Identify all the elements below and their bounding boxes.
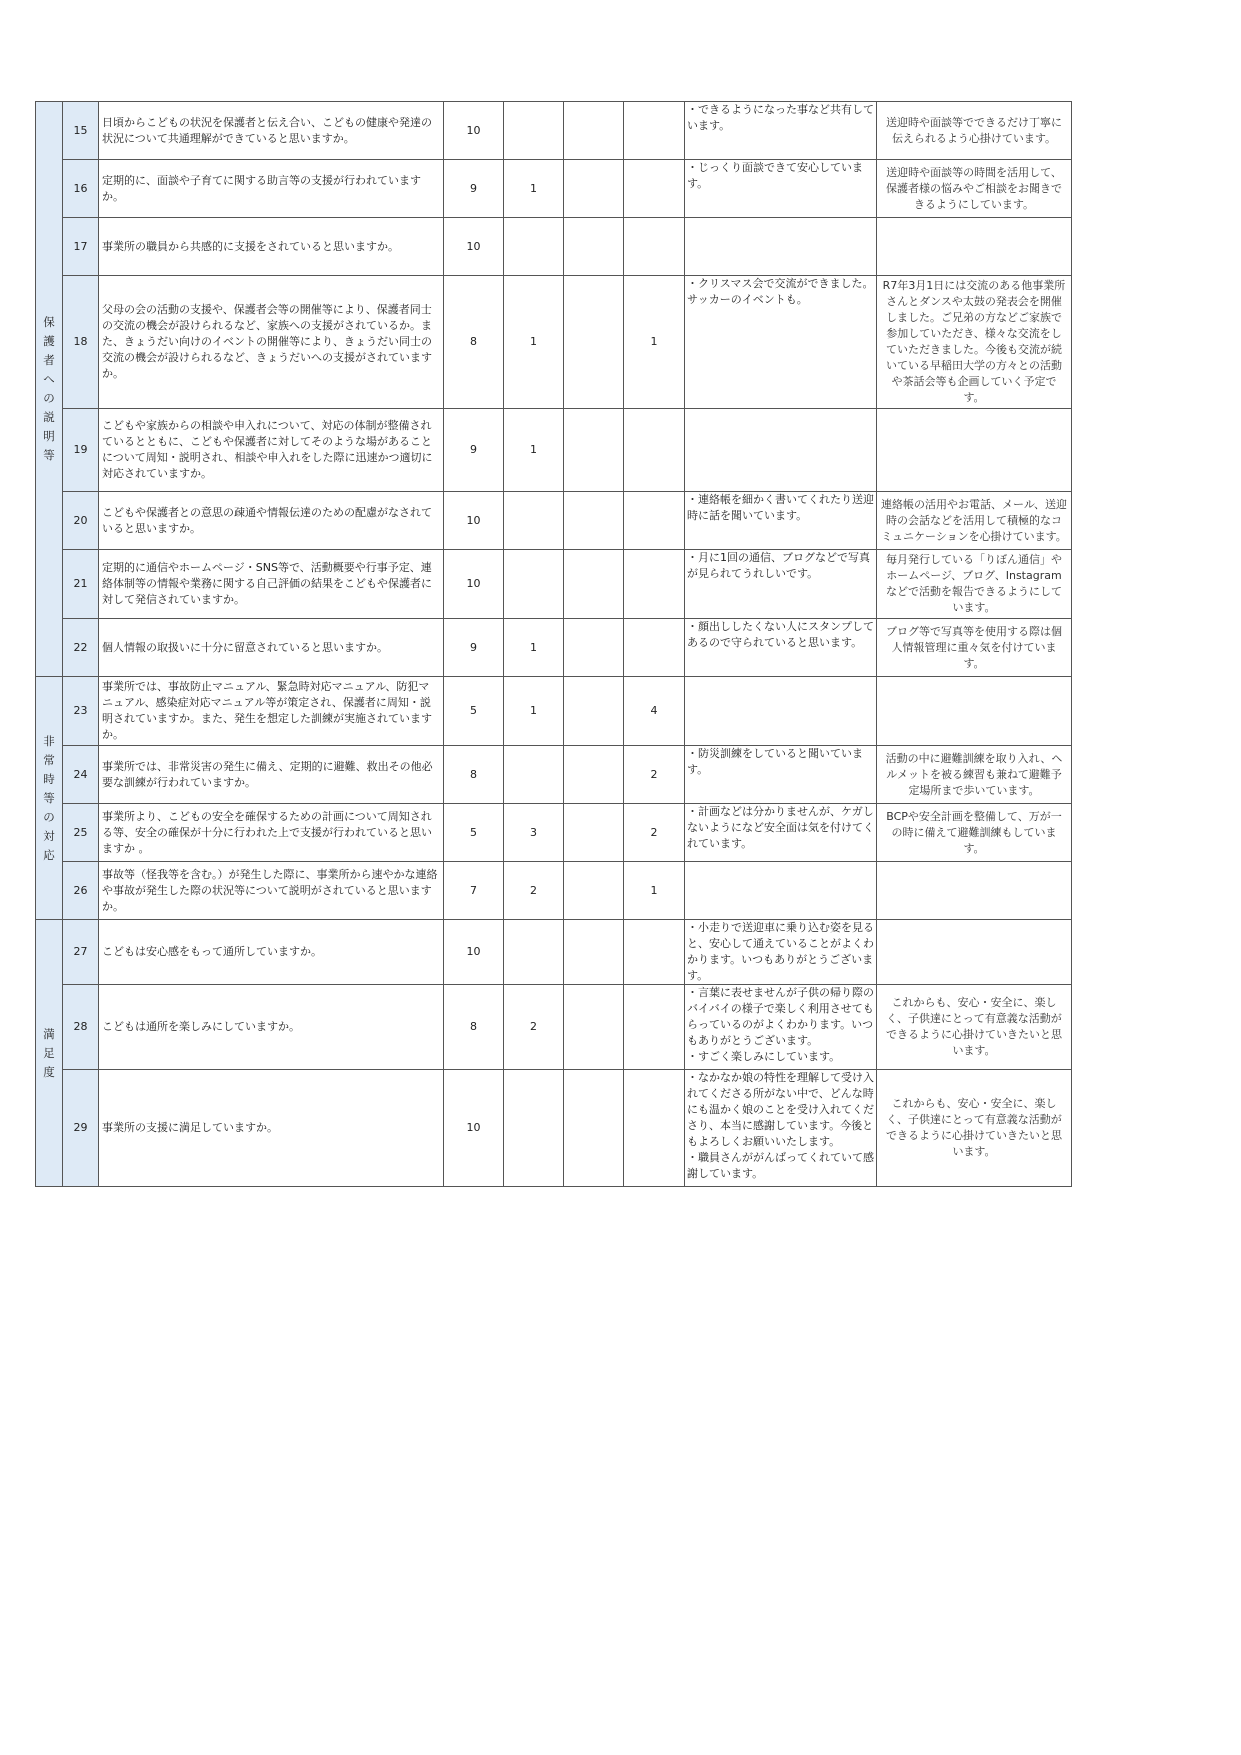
parent-comment: ・月に1回の通信、ブログなどで写真が見られてうれしいです。	[687, 551, 870, 580]
question-text: こどもは通所を楽しみにしていますか。	[99, 985, 444, 1070]
count-no	[564, 550, 624, 619]
facility-response: BCPや安全計画を整備して、万が一の時に備えて避難訓練もしています。	[877, 804, 1072, 862]
count-unknown	[624, 492, 685, 550]
facility-response: これからも、安心・安全に、楽しく、子供達にとって有意義な活動ができるように心掛けていきたいと思います。	[877, 1070, 1072, 1187]
question-number: 26	[63, 862, 99, 920]
facility-response: 送迎時や面談等の時間を活用して、保護者様の悩みやご相談をお聞きできるようにしています。	[877, 160, 1072, 218]
count-yes: 9	[444, 160, 504, 218]
table-row	[36, 920, 1072, 985]
question-text: こどもや家族からの相談や申入れについて、対応の体制が整備されているとともに、こどもや保護者に対してそのような場があることについて周知・説明され、相談や申入れをした際に迅速かつ適切に対応されていますか。	[99, 409, 444, 492]
facility-response: 活動の中に避難訓練を取り入れ、ヘルメットを被る練習も兼ねて避難予定場所まで歩いています。	[877, 746, 1072, 804]
count-somewhat: 1	[504, 677, 564, 746]
count-no	[564, 920, 624, 985]
parent-comment-cell	[685, 550, 877, 619]
count-no	[564, 492, 624, 550]
facility-response	[877, 218, 1072, 276]
parent-comment-cell	[685, 862, 877, 920]
count-yes: 9	[444, 409, 504, 492]
question-number: 29	[63, 1070, 99, 1187]
parent-comment: ・職員さんががんばってくれていて感謝しています。	[687, 1151, 874, 1180]
count-unknown: 1	[624, 862, 685, 920]
count-unknown	[624, 160, 685, 218]
question-text: こどもや保護者との意思の疎通や情報伝達のための配慮がなされていると思いますか。	[99, 492, 444, 550]
parent-comment-cell	[685, 677, 877, 746]
question-text: 定期的に通信やホームページ・SNS等で、活動概要や行事予定、連絡体制等の情報や業務に関する自己評価の結果をこどもや保護者に対して発信されていますか。	[99, 550, 444, 619]
parent-comment-cell	[685, 409, 877, 492]
count-somewhat: 2	[504, 985, 564, 1070]
question-text: 事業所では、非常災害の発生に備え、定期的に避難、救出その他必要な訓練が行われていますか。	[99, 746, 444, 804]
count-unknown: 4	[624, 677, 685, 746]
count-somewhat	[504, 492, 564, 550]
parent-comment: ・計画などは分かりませんが、ケガしないようになど安全面は気を付けてくれています。	[687, 805, 874, 850]
count-no	[564, 409, 624, 492]
count-no	[564, 804, 624, 862]
parent-comment-cell	[685, 746, 877, 804]
table-row	[36, 804, 1072, 862]
parent-comment: ・連絡帳を細かく書いてくれたり送迎時に話を聞いています。	[687, 493, 874, 522]
table-row	[36, 276, 1072, 409]
table-row	[36, 619, 1072, 677]
count-yes: 8	[444, 985, 504, 1070]
parent-comment: ・すごく楽しみにしています。	[687, 1050, 841, 1063]
count-no	[564, 160, 624, 218]
count-unknown	[624, 1070, 685, 1187]
question-number: 20	[63, 492, 99, 550]
table-row	[36, 677, 1072, 746]
parent-comment-cell	[685, 492, 877, 550]
count-unknown	[624, 550, 685, 619]
count-no	[564, 218, 624, 276]
facility-response	[877, 862, 1072, 920]
section-label: 満足度	[43, 1026, 55, 1079]
table-row	[36, 102, 1072, 160]
table-row	[36, 409, 1072, 492]
parent-comment-cell	[685, 160, 877, 218]
count-yes: 10	[444, 218, 504, 276]
question-text: 事故等（怪我等を含む。）が発生した際に、事業所から速やかな連絡や事故が発生した際の状況等について説明がされていると思いますか。	[99, 862, 444, 920]
table-row	[36, 985, 1072, 1070]
parent-comment: ・できるようになった事など共有しています。	[687, 103, 874, 132]
question-text: 事業所より、こどもの安全を確保するための計画について周知される等、安全の確保が十分に行われた上で支援が行われていると思いますか 。	[99, 804, 444, 862]
count-somewhat	[504, 102, 564, 160]
parent-comment: ・じっくり面談できて安心しています。	[687, 161, 863, 190]
count-yes: 10	[444, 920, 504, 985]
question-text: 父母の会の活動の支援や、保護者会等の開催等により、保護者同士の交流の機会が設けられるなど、家族への支援がされているか。また、きょうだい向けのイベントの開催等により、きょうだい同士の交流の機会が設けられるなど、きょうだいへの支援がされていますか。	[99, 276, 444, 409]
count-yes: 9	[444, 619, 504, 677]
parent-comment-cell	[685, 276, 877, 409]
parent-comment-cell	[685, 619, 877, 677]
count-unknown	[624, 102, 685, 160]
count-no	[564, 276, 624, 409]
table-row	[36, 862, 1072, 920]
table-row	[36, 492, 1072, 550]
count-unknown: 1	[624, 276, 685, 409]
count-yes: 7	[444, 862, 504, 920]
count-yes: 5	[444, 804, 504, 862]
section-label: 保護者への説明等	[43, 315, 55, 462]
facility-response: 送迎時や面談等でできるだけ丁寧に伝えられるよう心掛けています。	[877, 102, 1072, 160]
question-text: 事業所では、事故防止マニュアル、緊急時対応マニュアル、防犯マニュアル、感染症対応マニュアル等が策定され、保護者に周知・説明されていますか。また、発生を想定した訓練が実施されていますか。	[99, 677, 444, 746]
question-text: 事業所の職員から共感的に支援をされていると思いますか。	[99, 218, 444, 276]
count-somewhat	[504, 218, 564, 276]
parent-comment: ・防災訓練をしていると聞いています。	[687, 747, 863, 776]
count-yes: 10	[444, 1070, 504, 1187]
count-no	[564, 746, 624, 804]
count-unknown: 2	[624, 746, 685, 804]
table-row	[36, 218, 1072, 276]
count-yes: 8	[444, 746, 504, 804]
parent-comment: ・小走りで送迎車に乗り込む姿を見ると、安心して通えていることがよくわかります。いつもありがとうございます。	[687, 921, 874, 982]
question-number: 22	[63, 619, 99, 677]
question-number: 23	[63, 677, 99, 746]
parent-comment-cell	[685, 218, 877, 276]
parent-comment: ・言葉に表せませんが子供の帰り際のバイバイの様子で楽しく利用させてもらっているのがよくわかります。いつもありがとうございます。	[687, 986, 874, 1047]
evaluation-table	[35, 101, 1072, 1187]
section-label-cell	[36, 102, 63, 677]
count-no	[564, 985, 624, 1070]
question-text: 事業所の支援に満足していますか。	[99, 1070, 444, 1187]
parent-comment-cell	[685, 1070, 877, 1187]
count-somewhat	[504, 920, 564, 985]
question-number: 19	[63, 409, 99, 492]
count-no	[564, 619, 624, 677]
count-no	[564, 677, 624, 746]
count-no	[564, 862, 624, 920]
question-number: 15	[63, 102, 99, 160]
question-text: 個人情報の取扱いに十分に留意されていると思いますか。	[99, 619, 444, 677]
section-label: 非常時等の対応	[43, 733, 55, 862]
section-label-cell	[36, 677, 63, 920]
facility-response	[877, 920, 1072, 985]
count-somewhat	[504, 746, 564, 804]
facility-response: 毎月発行している「りぼん通信」やホームページ、ブログ、Instagramなどで活動を報告できるようにしています。	[877, 550, 1072, 619]
parent-comment-cell	[685, 920, 877, 985]
count-unknown	[624, 985, 685, 1070]
table-row	[36, 746, 1072, 804]
parent-comment: ・クリスマス会で交流ができました。サッカーのイベントも。	[687, 277, 874, 306]
question-number: 25	[63, 804, 99, 862]
question-number: 17	[63, 218, 99, 276]
question-number: 27	[63, 920, 99, 985]
question-number: 28	[63, 985, 99, 1070]
section-label-cell	[36, 920, 63, 1187]
facility-response: これからも、安心・安全に、楽しく、子供達にとって有意義な活動ができるように心掛けていきたいと思います。	[877, 985, 1072, 1070]
parent-comment-cell	[685, 804, 877, 862]
count-somewhat	[504, 550, 564, 619]
count-somewhat: 2	[504, 862, 564, 920]
count-yes: 8	[444, 276, 504, 409]
count-unknown	[624, 409, 685, 492]
count-somewhat: 1	[504, 409, 564, 492]
question-number: 24	[63, 746, 99, 804]
parent-comment-cell	[685, 102, 877, 160]
question-number: 16	[63, 160, 99, 218]
count-yes: 5	[444, 677, 504, 746]
count-unknown	[624, 218, 685, 276]
table-row	[36, 160, 1072, 218]
table-row	[36, 550, 1072, 619]
facility-response	[877, 677, 1072, 746]
facility-response	[877, 409, 1072, 492]
parent-comment: ・顔出ししたくない人にスタンプしてあるので守られていると思います。	[687, 620, 874, 649]
count-unknown: 2	[624, 804, 685, 862]
facility-response: ブログ等で写真等を使用する際は個人情報管理に重々気を付けています。	[877, 619, 1072, 677]
count-somewhat	[504, 1070, 564, 1187]
count-unknown	[624, 920, 685, 985]
count-yes: 10	[444, 492, 504, 550]
facility-response: R7年3月1日には交流のある他事業所さんとダンスや太鼓の発表会を開催しました。ご兄弟の方などご家族で参加していただき、様々な交流をしていただきました。今後も交流が続いている早稲田大学の方々との活動や茶話会等も企画していく予定です。	[877, 276, 1072, 409]
question-number: 18	[63, 276, 99, 409]
count-no	[564, 102, 624, 160]
question-text: 定期的に、面談や子育てに関する助言等の支援が行われていますか。	[99, 160, 444, 218]
facility-response: 連絡帳の活用やお電話、メール、送迎時の会話などを活用して積極的なコミュニケーションを心掛けています。	[877, 492, 1072, 550]
count-no	[564, 1070, 624, 1187]
table-row	[36, 1070, 1072, 1187]
question-text: こどもは安心感をもって通所していますか。	[99, 920, 444, 985]
count-unknown	[624, 619, 685, 677]
question-text: 日頃からこどもの状況を保護者と伝え合い、こどもの健康や発達の状況について共通理解ができていると思いますか。	[99, 102, 444, 160]
question-number: 21	[63, 550, 99, 619]
count-somewhat: 3	[504, 804, 564, 862]
parent-comment: ・なかなか娘の特性を理解して受け入れてくださる所がない中で、どんな時にも温かく娘のことを受け入れてくださり、本当に感謝しています。今後ともよろしくお願いいたします。	[687, 1071, 874, 1148]
parent-comment-cell	[685, 985, 877, 1070]
count-yes: 10	[444, 102, 504, 160]
count-yes: 10	[444, 550, 504, 619]
count-somewhat: 1	[504, 619, 564, 677]
count-somewhat: 1	[504, 160, 564, 218]
count-somewhat: 1	[504, 276, 564, 409]
